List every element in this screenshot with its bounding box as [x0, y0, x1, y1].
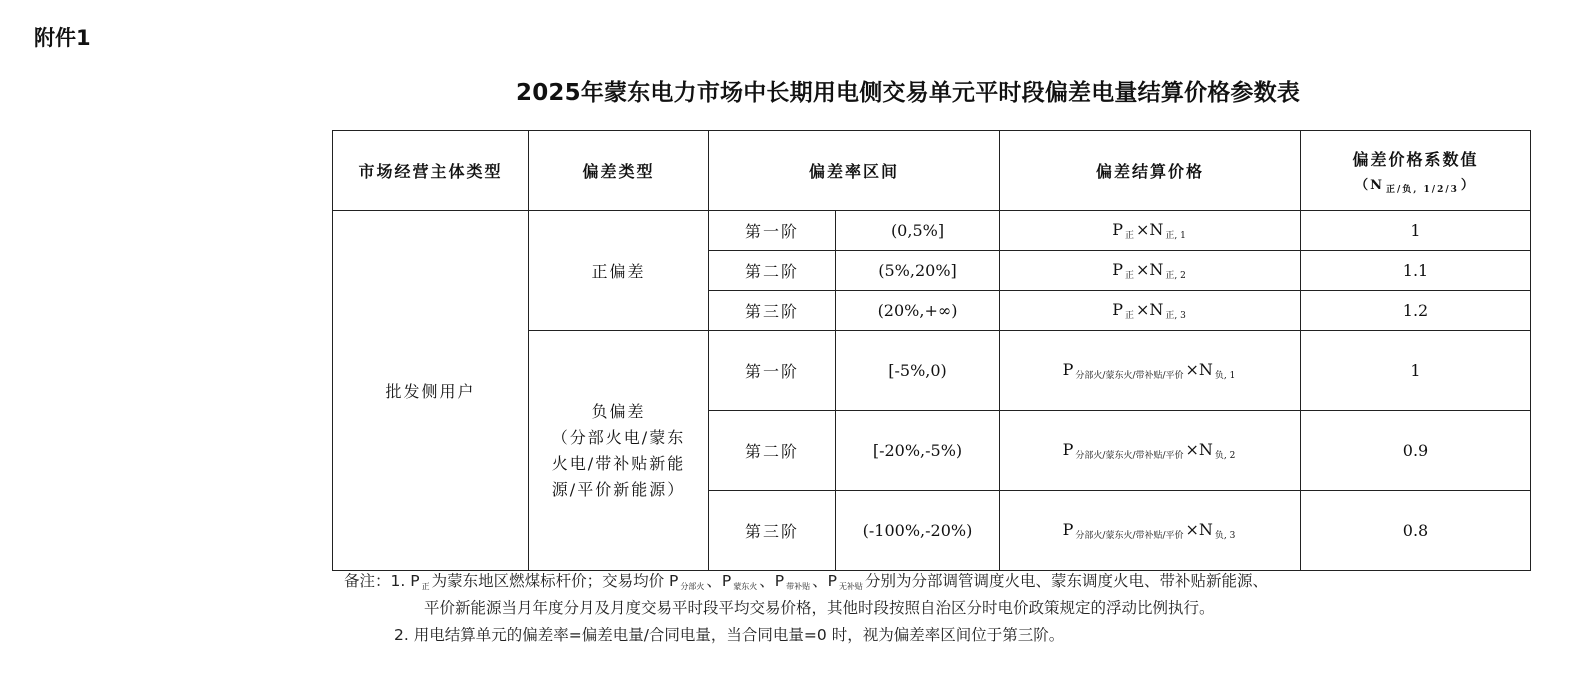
negative-label-line: 火电/带补贴新能 [551, 453, 686, 473]
price-parameter-table [332, 130, 1531, 571]
tier-cell: 第二阶 [709, 411, 836, 491]
tier-cell: 第三阶 [709, 291, 836, 331]
negative-label-line: 源/平价新能源） [551, 479, 686, 499]
interval-cell: (0,5%] [836, 211, 1000, 251]
formula-cell: P $_正$ ×N $_{正, 2}$ [1000, 251, 1301, 291]
interval-cell: (-100%,-20%) [836, 491, 1000, 571]
negative-deviation-cell [529, 331, 709, 571]
coefficient-value-cell: 1.1 [1301, 251, 1531, 291]
header-subject-type: 市场经营主体类型 [333, 131, 529, 211]
coefficient-value-cell: 0.8 [1301, 491, 1531, 571]
tier-cell: 第二阶 [709, 251, 836, 291]
negative-label-line: 负偏差 [591, 401, 646, 421]
page-title: 2025年蒙东电力市场中长期用电侧交易单元平时段偏差电量结算价格参数表 [516, 80, 1301, 106]
header-rate-interval: 偏差率区间 [709, 131, 1000, 211]
formula-cell: P $_正$ ×N $_{正, 3}$ [1000, 291, 1301, 331]
coefficient-value-cell: 0.9 [1301, 411, 1531, 491]
coefficient-value-cell: 1.2 [1301, 291, 1531, 331]
positive-deviation-cell: 正偏差 [529, 211, 709, 331]
formula-cell: P $_正$ ×N $_{正, 1}$ [1000, 211, 1301, 251]
note-2: 2. 用电结算单元的偏差率=偏差电量/合同电量，当合同电量=0 时，视为偏差率区间位于第三阶。 [394, 626, 1065, 644]
subject-cell: 批发侧用户 [333, 211, 529, 571]
interval-cell: [-20%,-5%) [836, 411, 1000, 491]
note-1-line-1: 备注：1. P $_正$ 为蒙东地区燃煤标杆价；交易均价 P $_{分部火}$ 、P $_{蒙东火}$ 、P $_{带补贴}$ 、P $_{无补贴}$ 分别为分部调管调度火电、蒙东调度火电、带补贴新能源、 [344, 572, 1268, 591]
attachment-label: 附件1 [34, 26, 91, 50]
coefficient-value-cell: 1 [1301, 211, 1531, 251]
header-deviation-type: 偏差类型 [529, 131, 709, 211]
interval-cell: [-5%,0) [836, 331, 1000, 411]
interval-cell: (20%,+∞) [836, 291, 1000, 331]
table-header-row [333, 131, 1531, 211]
tier-cell: 第一阶 [709, 331, 836, 411]
header-coefficient-symbol: （N $_{正/负, 1/2/3}$ ） [1355, 177, 1476, 195]
header-coefficient-label: 偏差价格系数值 [1352, 149, 1479, 169]
header-coefficient [1301, 131, 1531, 211]
note-1-line-2: 平价新能源当月年度分月及月度交易平时段平均交易价格，其他时段按照自治区分时电价政策规定的浮动比例执行。 [424, 599, 1215, 617]
table-notes [344, 568, 1544, 649]
table-row [333, 211, 1531, 251]
interval-cell: (5%,20%] [836, 251, 1000, 291]
tier-cell: 第三阶 [709, 491, 836, 571]
header-settlement-price: 偏差结算价格 [1000, 131, 1301, 211]
coefficient-value-cell: 1 [1301, 331, 1531, 411]
formula-cell: P $_{分部火/蒙东火/带补贴/平价}$ ×N $_{负, 2}$ [1000, 411, 1301, 491]
negative-label-line: （分部火电/蒙东 [551, 427, 686, 447]
formula-cell: P $_{分部火/蒙东火/带补贴/平价}$ ×N $_{负, 3}$ [1000, 491, 1301, 571]
tier-cell: 第一阶 [709, 211, 836, 251]
formula-cell: P $_{分部火/蒙东火/带补贴/平价}$ ×N $_{负, 1}$ [1000, 331, 1301, 411]
